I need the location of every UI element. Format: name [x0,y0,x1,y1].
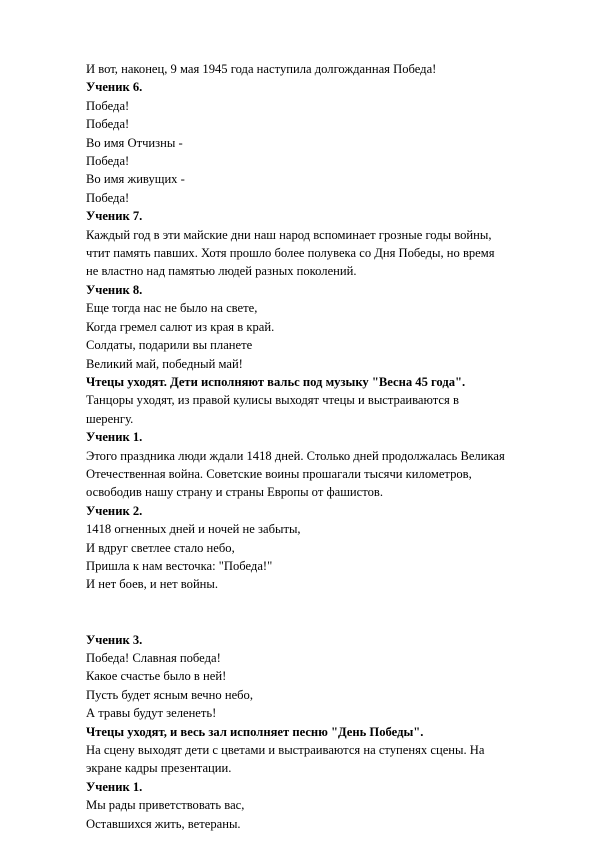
speaker-heading: Ученик 1. [86,430,143,445]
speaker-heading: Ученик 1. [86,779,143,794]
speaker-heading: Ученик 8. [86,282,143,297]
speaker-heading: Ученик 2. [86,503,143,518]
text-line: экране кадры презентации. [86,761,232,776]
text-line: Во имя живущих - [86,172,185,187]
text-line: Победа! [86,154,130,169]
text-line: Отечественная война. Советские воины прошагали тысячи километров, [86,466,472,481]
text-line: чтит память павших. Хотя прошло более полувека со Дня Победы, но время [86,246,495,261]
text-line: Какое счастье было в ней! [86,669,227,684]
text-line: И вдруг светлее стало небо, [86,540,235,555]
text-line: Победа! [86,190,130,205]
text-line: Победа! Славная победа! [86,650,221,665]
text-line: Когда гремел салют из края в край. [86,319,275,334]
speaker-heading: Чтецы уходят. Дети исполняют вальс под музыку "Весна 45 года". [86,374,466,389]
text-line: Великий май, победный май! [86,356,243,371]
speaker-heading: Чтецы уходят, и весь зал исполняет песню "День Победы". [86,724,424,739]
text-line: Во имя Отчизны - [86,135,183,150]
text-line: Мы рады приветствовать вас, [86,798,245,813]
speaker-heading: Ученик 7. [86,209,143,224]
text-line: Еще тогда нас не было на свете, [86,301,258,316]
text-line: Танцоры уходят, из правой кулисы выходят чтецы и выстраиваются в [86,393,459,408]
text-line: Пришла к нам весточка: "Победа!" [86,558,273,573]
text-line: Этого праздника люди ждали 1418 дней. Столько дней продолжалась Великая [86,448,505,463]
text-line: На сцену выходят дети с цветами и выстраиваются на ступенях сцены. На [86,743,485,758]
text-line: освободив нашу страну и страны Европы от фашистов. [86,485,383,500]
text-line: И нет боев, и нет войны. [86,577,219,592]
text-line: Победа! [86,117,130,132]
text-line: не властно над памятью людей разных поколений. [86,264,357,279]
text-block-top [86,60,546,594]
text-line: 1418 огненных дней и ночей не забыты, [86,522,301,537]
text-line: Солдаты, подарили вы планете [86,338,253,353]
speaker-heading: Ученик 6. [86,80,143,95]
speaker-heading: Ученик 3. [86,632,143,647]
text-line: Каждый год в эти майские дни наш народ вспоминает грозные годы войны, [86,227,492,242]
blank-gap [86,594,546,631]
text-line: А травы будут зеленеть! [86,706,217,721]
text-block-bottom [86,631,546,833]
text-line: Оставшихся жить, ветераны. [86,816,241,831]
text-line: шеренгу. [86,411,134,426]
document-body [86,60,546,833]
text-line: Победа! [86,98,130,113]
text-line: И вот, наконец, 9 мая 1945 года наступила долгожданная Победа! [86,62,437,76]
text-line: Пусть будет ясным вечно небо, [86,687,254,702]
